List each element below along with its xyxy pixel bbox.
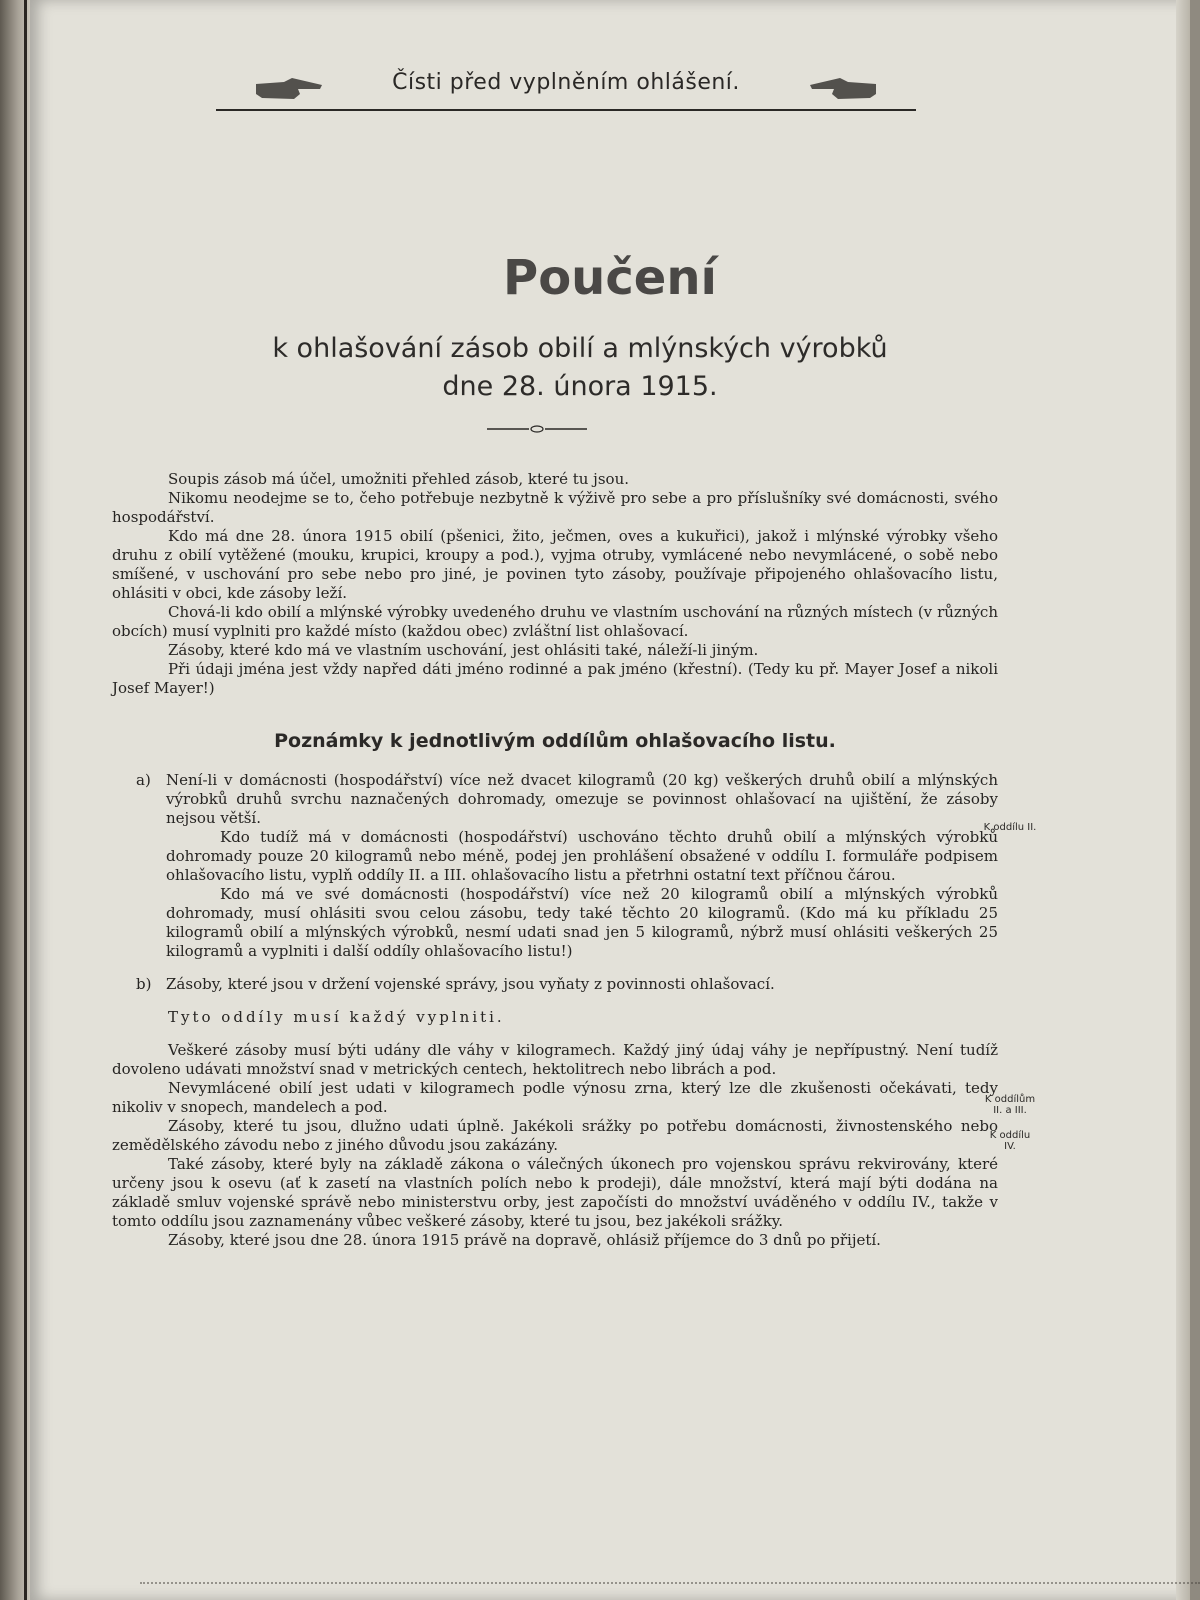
section-heading: Poznámky k jednotlivým oddílům ohlašovacího listu. xyxy=(274,730,836,752)
note-a-label: a) xyxy=(136,771,151,789)
binding-line xyxy=(24,0,27,1600)
margin-note-text: K oddílu xyxy=(989,1130,1031,1141)
document-body xyxy=(112,470,998,1250)
paragraph: Veškeré zásoby musí býti udány dle váhy v kilogramech. Každý jiný údaj váhy je nepřípustný. Není tudíž dovoleno udávati množství snad v metrických centech, hektolitrech nebo librách a pod. xyxy=(112,1041,998,1078)
paragraph: Kdo má ve své domácnosti (hospodářství) více než 20 kilogramů obilí a mlýnských výrobků dohromady, musí ohlásiti svou celou zásobu, tedy také těchto 20 kilogramů. (Kdo má ku příkladu 25 kilogramů obilí a mlýnských výrobků, nesmí udati snad jen 5 kilogramů, nýbrž musí ohlásiti veškerých 25 kilogramů a vyplniti i další oddíly ohlašovacího listu!) xyxy=(166,885,998,960)
must-fill-note: Tyto oddíly musí každý vyplniti. xyxy=(168,1008,505,1026)
margin-note-oddilum-ii-iii xyxy=(970,1094,1050,1116)
margin-note-oddilu-iv xyxy=(970,1130,1050,1152)
paragraph: Zásoby, které kdo má ve vlastním uschování, jest ohlásiti také, náleží-li jiným. xyxy=(168,641,759,659)
subtitle xyxy=(30,330,1130,406)
page-title: Poučení xyxy=(503,250,717,306)
document-page xyxy=(30,0,1190,1600)
page-edge xyxy=(1176,0,1190,1600)
subtitle-line-2: dne 28. února 1915. xyxy=(442,371,718,402)
header-banner xyxy=(216,66,916,112)
margin-note-oddilu-ii xyxy=(970,822,1050,833)
paragraph: Zásoby, které jsou v držení vojenské správy, jsou vyňaty z povinnosti ohlašovací. xyxy=(166,975,775,993)
paragraph: Chová-li kdo obilí a mlýnské výrobky uvedeného druhu ve vlastním uschování na různých místech (v různých obcích) musí vyplniti pro každé místo (každou obec) zvláštní list ohlašovací. xyxy=(112,603,998,640)
note-a xyxy=(112,771,998,961)
header-text: Čísti před vyplněním ohlášení. xyxy=(392,70,740,95)
paragraph: Soupis zásob má účel, umožniti přehled zásob, které tu jsou. xyxy=(168,470,629,488)
note-b-label: b) xyxy=(136,975,152,993)
pointing-hand-left-icon xyxy=(808,76,878,102)
subtitle-line-1: k ohlašování zásob obilí a mlýnských výrobků xyxy=(272,333,888,364)
divider-ornament xyxy=(487,424,587,434)
book-spine xyxy=(0,0,32,1600)
paragraph: Zásoby, které tu jsou, dlužno udati úplně. Jakékoli srážky po potřebu domácnosti, živnostenského nebo zemědělského závodu nebo z jiného důvodu jsou zakázány. xyxy=(112,1117,998,1154)
paragraph: Nevymlácené obilí jest udati v kilogramech podle výnosu zrna, který lze dle zkušenosti očekávati, tedy nikoliv v snopech, mandelech a pod. xyxy=(112,1079,998,1116)
margin-note-text: II. a III. xyxy=(993,1105,1027,1116)
note-b xyxy=(112,975,998,994)
paragraph: Kdo tudíž má v domácnosti (hospodářství) uschováno těchto druhů obilí a mlýnských výrobků dohromady pouze 20 kilogramů nebo méně, podej jen prohlášení obsažené v oddílu I. formuláře podpisem ohlašovacího listu, vyplň oddíly II. a III. ohlašovacího listu a přetrhni ostatní text příčnou čárou. xyxy=(166,828,998,884)
margin-note-text: IV. xyxy=(1004,1141,1016,1152)
margin-note-text: K oddílu II. xyxy=(983,822,1037,833)
header-rule xyxy=(216,109,916,111)
paragraph: Také zásoby, které byly na základě zákona o válečných úkonech pro vojenskou správu rekvirovány, které určeny jsou k osevu (ať k zasetí na vlastních polích nebo k prodeji), dále množství, která mají býti dodána na základě smluv vojenské správě nebo ministerstvu orby, jest započísti do množství uváděného v oddílu IV., takže v tomto oddílu jsou zaznamenány vůbec veškeré zásoby, které tu jsou, bez jakékoli srážky. xyxy=(112,1155,998,1230)
paragraph: Při údaji jména jest vždy napřed dáti jméno rodinné a pak jméno (křestní). (Tedy ku př. Mayer Josef a nikoli Josef Mayer!) xyxy=(112,660,998,697)
paragraph: Zásoby, které jsou dne 28. února 1915 právě na dopravě, ohlásiž příjemce do 3 dnů po přijetí. xyxy=(168,1231,881,1249)
bottom-handwriting xyxy=(140,1582,1200,1598)
paragraph: Nikomu neodejme se to, čeho potřebuje nezbytně k výživě pro sebe a pro příslušníky své domácnosti, svého hospodářství. xyxy=(112,489,998,526)
margin-note-text: K oddílům xyxy=(984,1094,1036,1105)
paragraph: Není-li v domácnosti (hospodářství) více než dvacet kilogramů (20 kg) veškerých druhů obilí a mlýnských výrobků druhů svrchu naznačených dohromady, omezuje se povinnost ohlašovací na ujištění, že zásoby nejsou větší. xyxy=(166,771,998,827)
paragraph: Kdo má dne 28. února 1915 obilí (pšenici, žito, ječmen, oves a kukuřici), jakož i mlýnské výrobky všeho druhu z obilí vytěžené (mouku, krupici, kroupy a pod.), vyjma otruby, vymlácené nebo nevymlácené, o sobě nebo smíšené, v uschování pro sebe nebo pro jiné, je povinen tyto zásoby, používaje připojeného ohlašovacího listu, ohlásiti v obci, kde zásoby leží. xyxy=(112,527,998,602)
